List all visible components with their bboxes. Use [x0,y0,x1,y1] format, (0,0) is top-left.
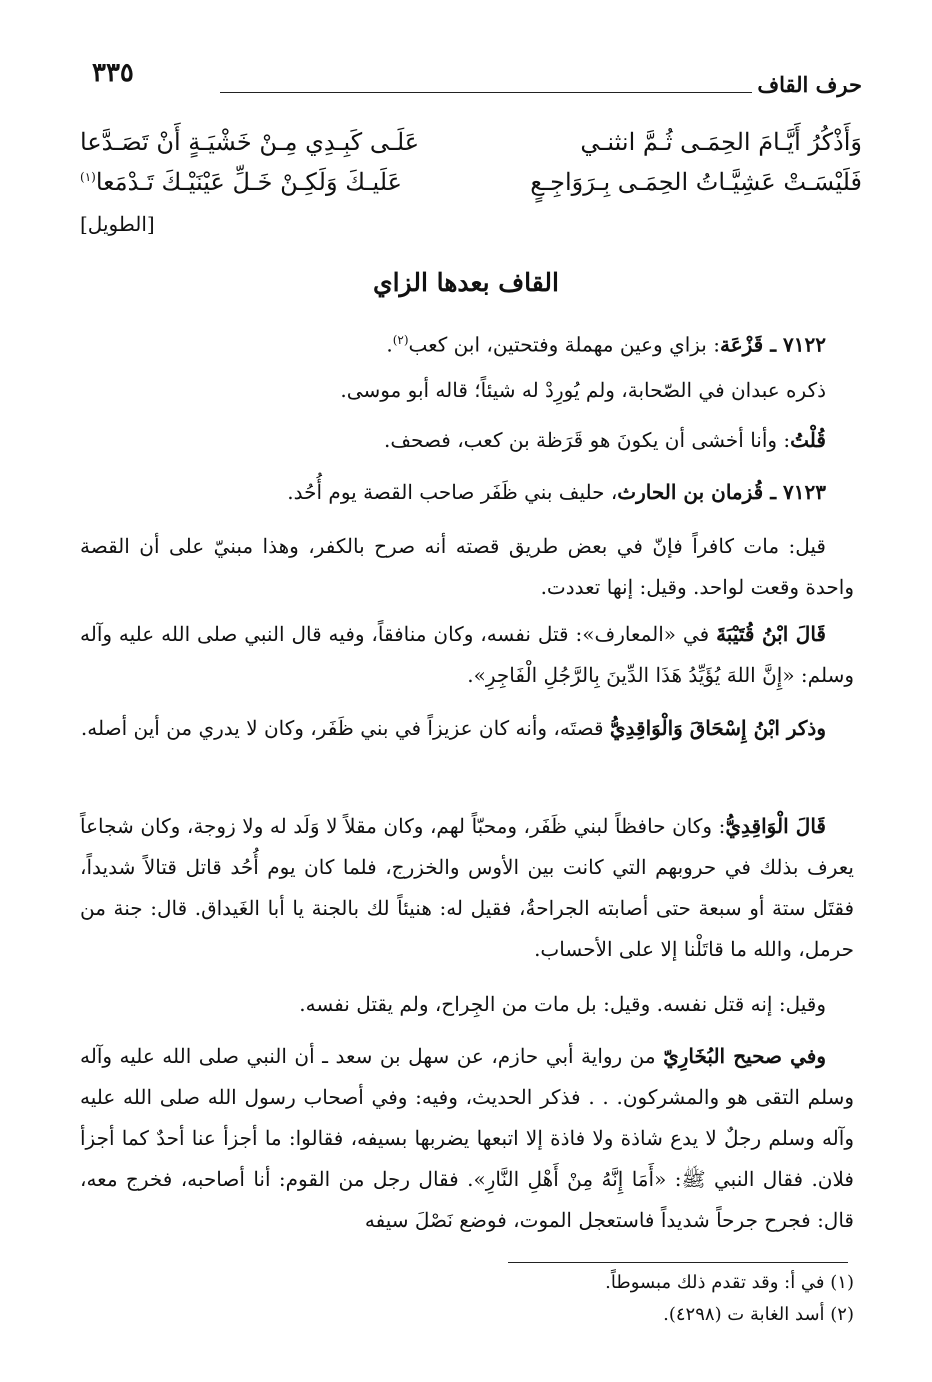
footnote-rule [508,1262,848,1263]
paragraph: وقيل: إنه قتل نفسه. وقيل: بل مات من الجِراح، ولم يقتل نفسه. [299,992,826,1016]
entry-text: : بزاي وعين مهملة وفتحتين، ابن كعب [408,332,720,357]
hemistich-left [80,168,402,196]
footnote-2: (٢) أسد الغابة ت (٤٢٩٨). [663,1304,854,1325]
paragraph-text: : وأنا أخشى أن يكونَ هو قَرَظة بن كعب، فصحف. [383,428,791,452]
entry-7122 [80,320,854,366]
footnote-1: (١) في أ: وقد تقدم ذلك مبسوطاً. [605,1272,854,1293]
footnote-ref: (٢) [392,333,409,347]
page-number: ٣٣٥ [92,58,134,88]
paragraph [80,614,854,696]
footnote-ref: (١) [80,170,96,184]
entry-heading: ٧١٢٣ ـ قُزمان بن الحارث [617,480,826,504]
paragraph-text: في «المعارف»: قتل نفسه، وكان منافقاً، وفيه قال النبي صلى الله عليه وآله وسلم: «إِنَّ اللهَ يُؤَيِّدُ هَذَا الدِّينَ بِالرَّجُلِ الْفَاجِرِ». [80,622,854,687]
entry-7123 [80,472,854,513]
paragraph [80,806,854,970]
poem-line-2 [80,168,862,216]
running-title: حرف القاف [757,72,862,97]
lead-phrase: قَالَ ابْنُ قُتَيْبَةَ [716,622,826,646]
poem-text: عَلَيـكَ وَلَكِـنْ خَـلِّ عَيْنَيْـكَ تَـدْمَعا [95,168,402,196]
section-title: القاف بعدها الزاي [373,268,559,297]
lead-phrase: قُلْتُ [790,428,826,452]
paragraph-text: من رواية أبي حازم، عن سهل بن سعد ـ أن النبي صلى الله عليه وآله وسلم التقى هو والمشركون. . . فذكر الحديث، وفيه: وفي أصحاب رسول الله صلى الله عليه وآله وسلم رجلٌ لا يدع شاذة ولا فاذة إلا اتبعها يضربها بسيفه، فقالوا: ما أجزأ عنا أحدٌ كما أجزأ فلان. فقال النبي ﷺ: «أَمَا إِنَّهُ مِنْ أَهْلِ النَّارِ». فقال رجل من القوم: أنا أصاحبه، فخرج معه، قال: فجرح جرحاً شديداً فاستعجل الموت، فوضع نَصْلَ سيفه [80,1044,854,1232]
hemistich-left: عَلَـى كَبِـدِي مِـنْ خَشْيَـةٍ أَنْ تَصَـدَّعا [80,128,420,156]
punctuation: . [386,332,393,357]
lead-phrase: وذكر ابْنُ إِسْحَاقَ وَالْوَاقِدِيُّ [609,716,826,740]
hemistich-right: فَلَيْسَـتْ عَشِيَّـاتُ الحِمَـى بِـرَوَاجِـعٍ [530,168,862,196]
paragraph-text: قصتَه، وأنه كان عزيزاً في بني ظَفَر، وكان لا يدري من أين أصله. [80,716,610,740]
paragraph-text: : وكان حافظاً لبني ظَفَر، ومحبّاً لهم، وكان مقلاً لا وَلَد له ولا زوجة، وكان شجاعاً يعرف بذلك في حروبهم التي كانت بين الأوس والخزرج، فلما كان يوم أُحُد قاتل قتالاً شديداً، فقتَل ستة أو سبعة حتى أصابته الجراحةُ، فقيل له: هنيئاً لك بالجنة يا أبا الغَيداق. قال: جنة من حرمل، والله ما قاتَلْنا إلا على الأحساب. [80,814,854,961]
hemistich-right: وَأَذْكُرُ أَيَّـامَ الحِمَـى ثُـمَّ انثنـي [580,128,862,156]
poem-meter: [الطويل] [80,212,155,236]
lead-phrase: وفي صحيح البُخَارِيّ [663,1044,827,1068]
paragraph: ذكره عبدان في الصّحابة، ولم يُورِدْ له شيئاً؛ قاله أبو موسى. [340,378,826,402]
entry-text: ، حليف بني ظَفَر صاحب القصة يوم أُحُد. [287,480,618,504]
header-rule [220,92,752,93]
paragraph: قيل: مات كافراً فإنّ في بعض طريق قصته أنه صرح بالكفر، وهذا مبنيّ على أن القصة واحدة وقعت لواحد. وقيل: إنها تعددت. [80,534,854,599]
lead-phrase: قَالَ الْوَاقِدِيُّ [725,814,826,838]
paragraph [80,1036,854,1241]
paragraph [80,420,854,461]
entry-heading: ٧١٢٢ ـ قَزْعَة [719,332,826,357]
page-header [80,58,862,98]
paragraph [80,708,854,749]
